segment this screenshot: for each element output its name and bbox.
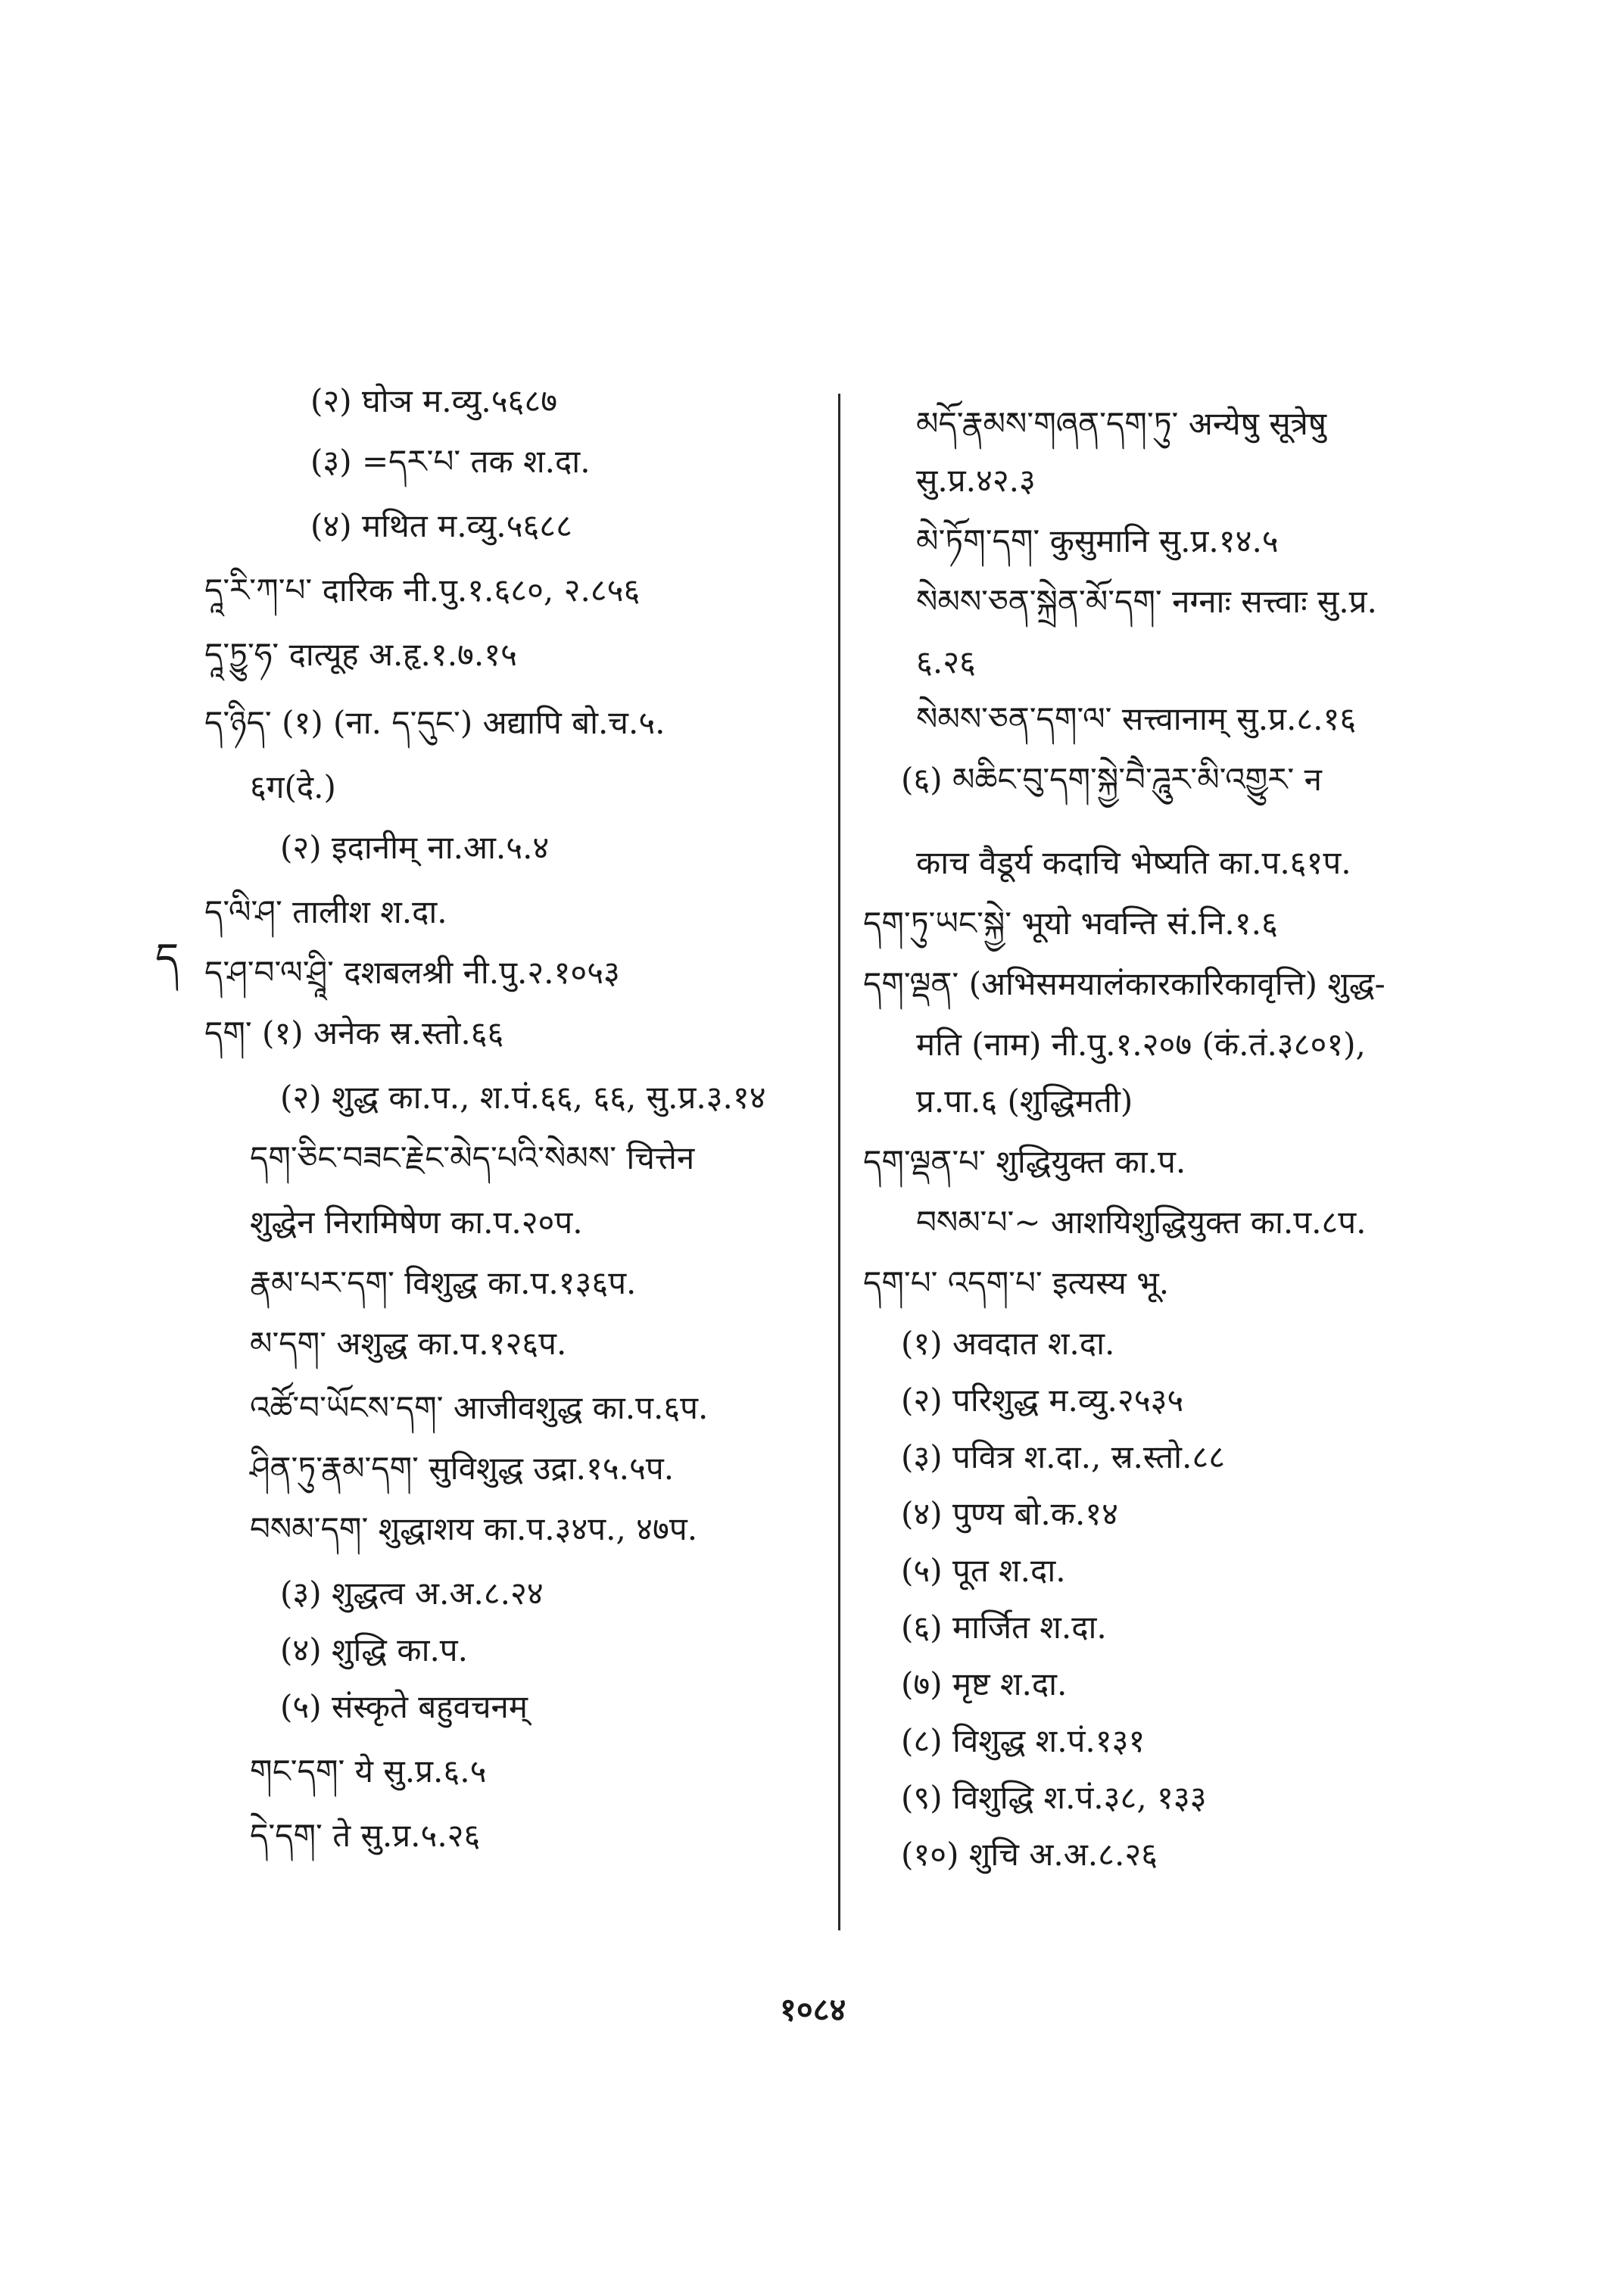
entry-line: (३) =དར་པ་ तक श.दा. — [310, 443, 591, 480]
entry-line: ཤིན་ཏུ་རྣམ་དག་ सुविशुद्ध उद्रा.१५.५प. — [250, 1450, 675, 1487]
entry-line: (६) མཆིང་བུ་དག་སྐྱེ་བཻ་ཌཱུར་མི་འགྱུར་ न — [901, 761, 1322, 798]
entry-line: དཱ་ཏྱུ་ཧ་ दात्यूह अ.हृ.१.७.१५ — [204, 636, 517, 673]
entry-line: (३) शुद्धत्व अ.अ.८.२४ — [280, 1575, 544, 1612]
entry-line: ६ग(दे.) — [250, 768, 336, 805]
entry-line: काच वैडूर्य कदाचि भेष्यति का.प.६१प. — [916, 844, 1351, 881]
entry-line: प्र.पा.६ (शुद्धिमती) — [916, 1083, 1133, 1120]
entry-line: རྣམ་པར་དག་ विशुद्ध का.प.१३६प. — [250, 1264, 637, 1301]
entry-line: (४) मथित म.व्यु.५६८८ — [310, 507, 572, 544]
entry-line: (८) विशुद्ध श.पं.१३१ — [901, 1722, 1146, 1759]
entry-line: དག་ཏུ་ཡང་སྐྱེ་ भूयो भवन्ति सं.नि.१.६ — [863, 905, 1278, 942]
page-number: १०८४ — [780, 1991, 846, 2028]
entry-line: सु.प्र.४२.३ — [916, 462, 1036, 499]
entry-line: (६) मार्जित श.दा. — [901, 1609, 1107, 1646]
entry-line: དག་པ་ འདག་པ་ इत्यस्य भू. — [863, 1264, 1170, 1301]
entry-line: (१०) शुचि अ.अ.८.२६ — [901, 1836, 1158, 1873]
entry-line: དེ་དག་ ते सु.प्र.५.२६ — [250, 1817, 481, 1854]
entry-line: (३) पवित्र श.दा., स्र.स्तो.८८ — [901, 1438, 1226, 1475]
entry-line: མེ་ཏོག་དག་ कुसुमानि सु.प्र.१४.५ — [916, 522, 1279, 559]
entry-line: བསམ་པ་~ आशयिशुद्धियुक्त का.प.८प. — [916, 1204, 1367, 1241]
entry-line: (४) शुद्धि का.प. — [280, 1631, 469, 1668]
entry-line: (२) शुद्ध का.प., श.पं.६६, ६६, सु.प्र.३.१४ — [280, 1079, 766, 1116]
entry-line: བསམ་དག་ शुद्धाशय का.प.३४प., ४७प. — [250, 1510, 698, 1547]
entry-line: (४) पुण्य बो.क.१४ — [901, 1495, 1118, 1532]
entry-line: मति (नाम) नी.पु.१.२०७ (कं.तं.३८०१), — [916, 1026, 1366, 1063]
entry-line: ད་ཤ་བ་ལ་ཤྲཱི་ दशबलश्री नी.पु.२.१०५३ — [204, 954, 620, 991]
column-divider — [838, 394, 840, 1930]
entry-line: གང་དག་ ये सु.प्र.६.५ — [250, 1752, 487, 1790]
entry-line: མ་དག་ अशुद्ध का.प.१२६प. — [250, 1325, 567, 1362]
entry-line: དག་ཅིང་བཟང་རྗེང་མེད་པའི་སེམས་ चित्तेन — [250, 1139, 695, 1176]
margin-tab: ད — [155, 934, 179, 982]
entry-line: (१) अवदात श.दा. — [901, 1325, 1115, 1362]
entry-line: (२) घोञ म.व्यु.५६८७ — [310, 382, 558, 419]
entry-line: མདོ་རྣམས་གཞན་དག་ཏུ་ अन्येषु सूत्रेषु — [916, 405, 1327, 442]
entry-line: འཚོ་བ་ཡོངས་དག་ आजीवशुद्ध का.प.६प. — [250, 1389, 709, 1426]
entry-line: (२) परिशुद्ध म.व्यु.२५३५ — [901, 1382, 1184, 1419]
entry-line: སེམས་ཅན་དག་ལ་ सत्त्वानाम् सु.प्र.८.१६ — [916, 700, 1357, 737]
entry-line: (५) पूत श.दा. — [901, 1552, 1066, 1589]
entry-line: དཱ་རི་ཀ་པ་ दारिक नी.पु.१.६८०, २.८५६ — [204, 572, 641, 609]
entry-line: ད་ལི་ཤ་ तालीश श.दा. — [204, 893, 447, 930]
entry-line: शुद्धेन निरामिषेण का.प.२०प. — [250, 1204, 583, 1241]
entry-line: དག་ (१) अनेक स्र.स्तो.६६ — [204, 1014, 504, 1051]
entry-line: ད་ཉིད་ (१) (ना. ད་དུང་) अद्यापि बो.च.५. — [204, 704, 665, 741]
entry-line: དག་ལྡན་པ་ शुद्धियुक्त का.प. — [863, 1143, 1186, 1180]
entry-line: (५) संस्कृते बहुवचनम् — [280, 1688, 528, 1725]
entry-line: (२) इदानीम् ना.आ.५.४ — [280, 829, 550, 866]
entry-line: (७) मृष्ट श.दा. — [901, 1665, 1068, 1703]
entry-line: (९) विशुद्धि श.पं.३८, १३३ — [901, 1779, 1207, 1816]
entry-line: ६.२६ — [916, 643, 976, 681]
entry-line: དག་ལྡན་ (अभिसमयालंकारकारिकावृत्ति) शुद्ध- — [863, 965, 1386, 1002]
entry-line: སེམས་ཅན་སྐྲེན་མོ་དག་ नग्नाः सत्त्वाः सु.प्र. — [916, 583, 1377, 620]
